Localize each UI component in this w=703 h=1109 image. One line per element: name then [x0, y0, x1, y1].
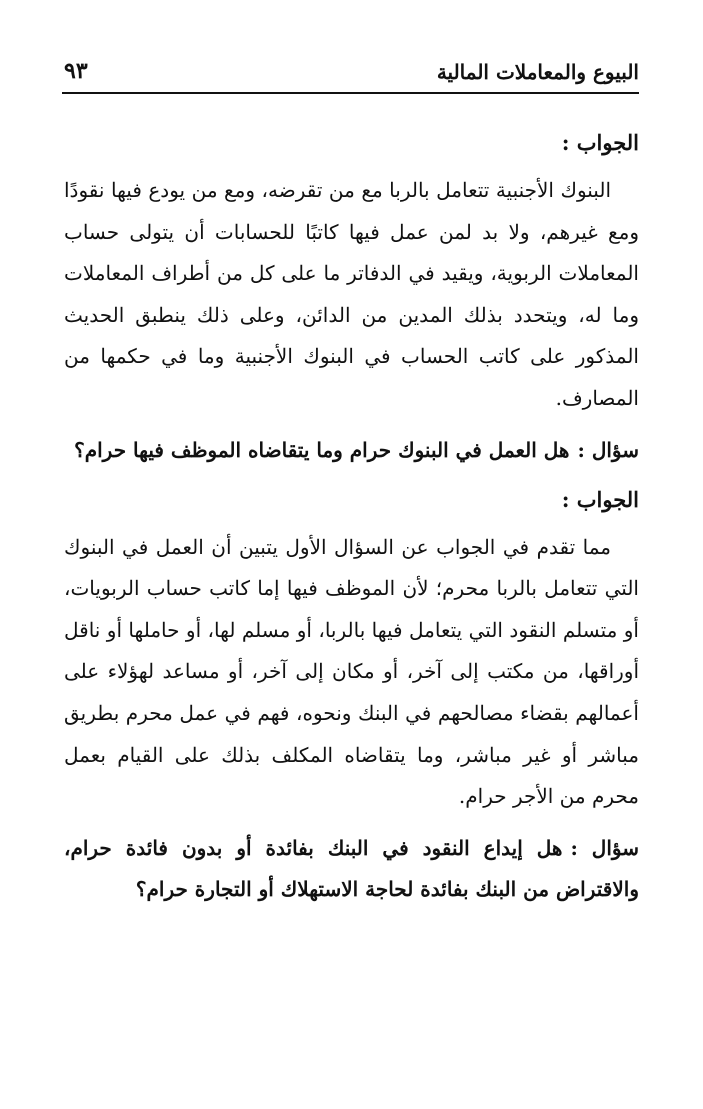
question-text: هل إيداع النقود في البنك بفائدة أو بدون فائدة حرام، والاقتراض من البنك بفائدة لحاجة الاستهلاك أو التجارة حرام؟ — [64, 835, 639, 901]
question-block — [64, 828, 639, 910]
answer-paragraph: مما تقدم في الجواب عن السؤال الأول يتبين أن العمل في البنوك التي تتعامل بالربا محرم؛ لأن الموظف فيها إما كاتب حساب الربويات، أو متسلم النقود التي يتعامل فيها بالربا، أو مسلم لها، أو حاملها أو ناقل أوراقها، من مكتب إلى آخر، أو مكان إلى آخر، أو مساعد لهؤلاء على أعمالهم بقضاء مصالحهم في البنك ونحوه، فهم في عمل محرم بطريق مباشر أو غير مباشر، وما يتقاضاه المكلف بذلك على القيام بعمل محرم من الأجر حرام. — [64, 534, 639, 809]
answer-paragraph: البنوك الأجنبية تتعامل بالربا مع من تقرضه، ومع من يودع فيها نقودًا ومع غيرهم، ولا بد لمن عمل فيها كاتبًا للحسابات أن يتولى حساب المعاملات الربوية، ويقيد في الدفاتر ما على كل من أطراف المعاملات وما له، ويتحدد بذلك المدين من الدائن، وعلى ذلك ينطبق الحديث المذكور على كاتب الحساب في البنوك الأجنبية وما في حكمها من المصارف. — [64, 178, 639, 410]
page-content — [64, 126, 639, 922]
page-header — [62, 56, 639, 94]
answer-heading: الجواب : — [561, 486, 639, 512]
running-title: البيوع والمعاملات المالية — [436, 60, 639, 84]
page-number: ٩٣ — [64, 58, 88, 84]
question-label: سؤال : — [570, 835, 639, 860]
question-label: سؤال : — [577, 437, 639, 462]
question-text: هل العمل في البنوك حرام وما يتقاضاه الموظف فيها حرام؟ — [74, 437, 570, 462]
question-block — [64, 430, 639, 471]
answer-heading: الجواب : — [561, 130, 639, 155]
